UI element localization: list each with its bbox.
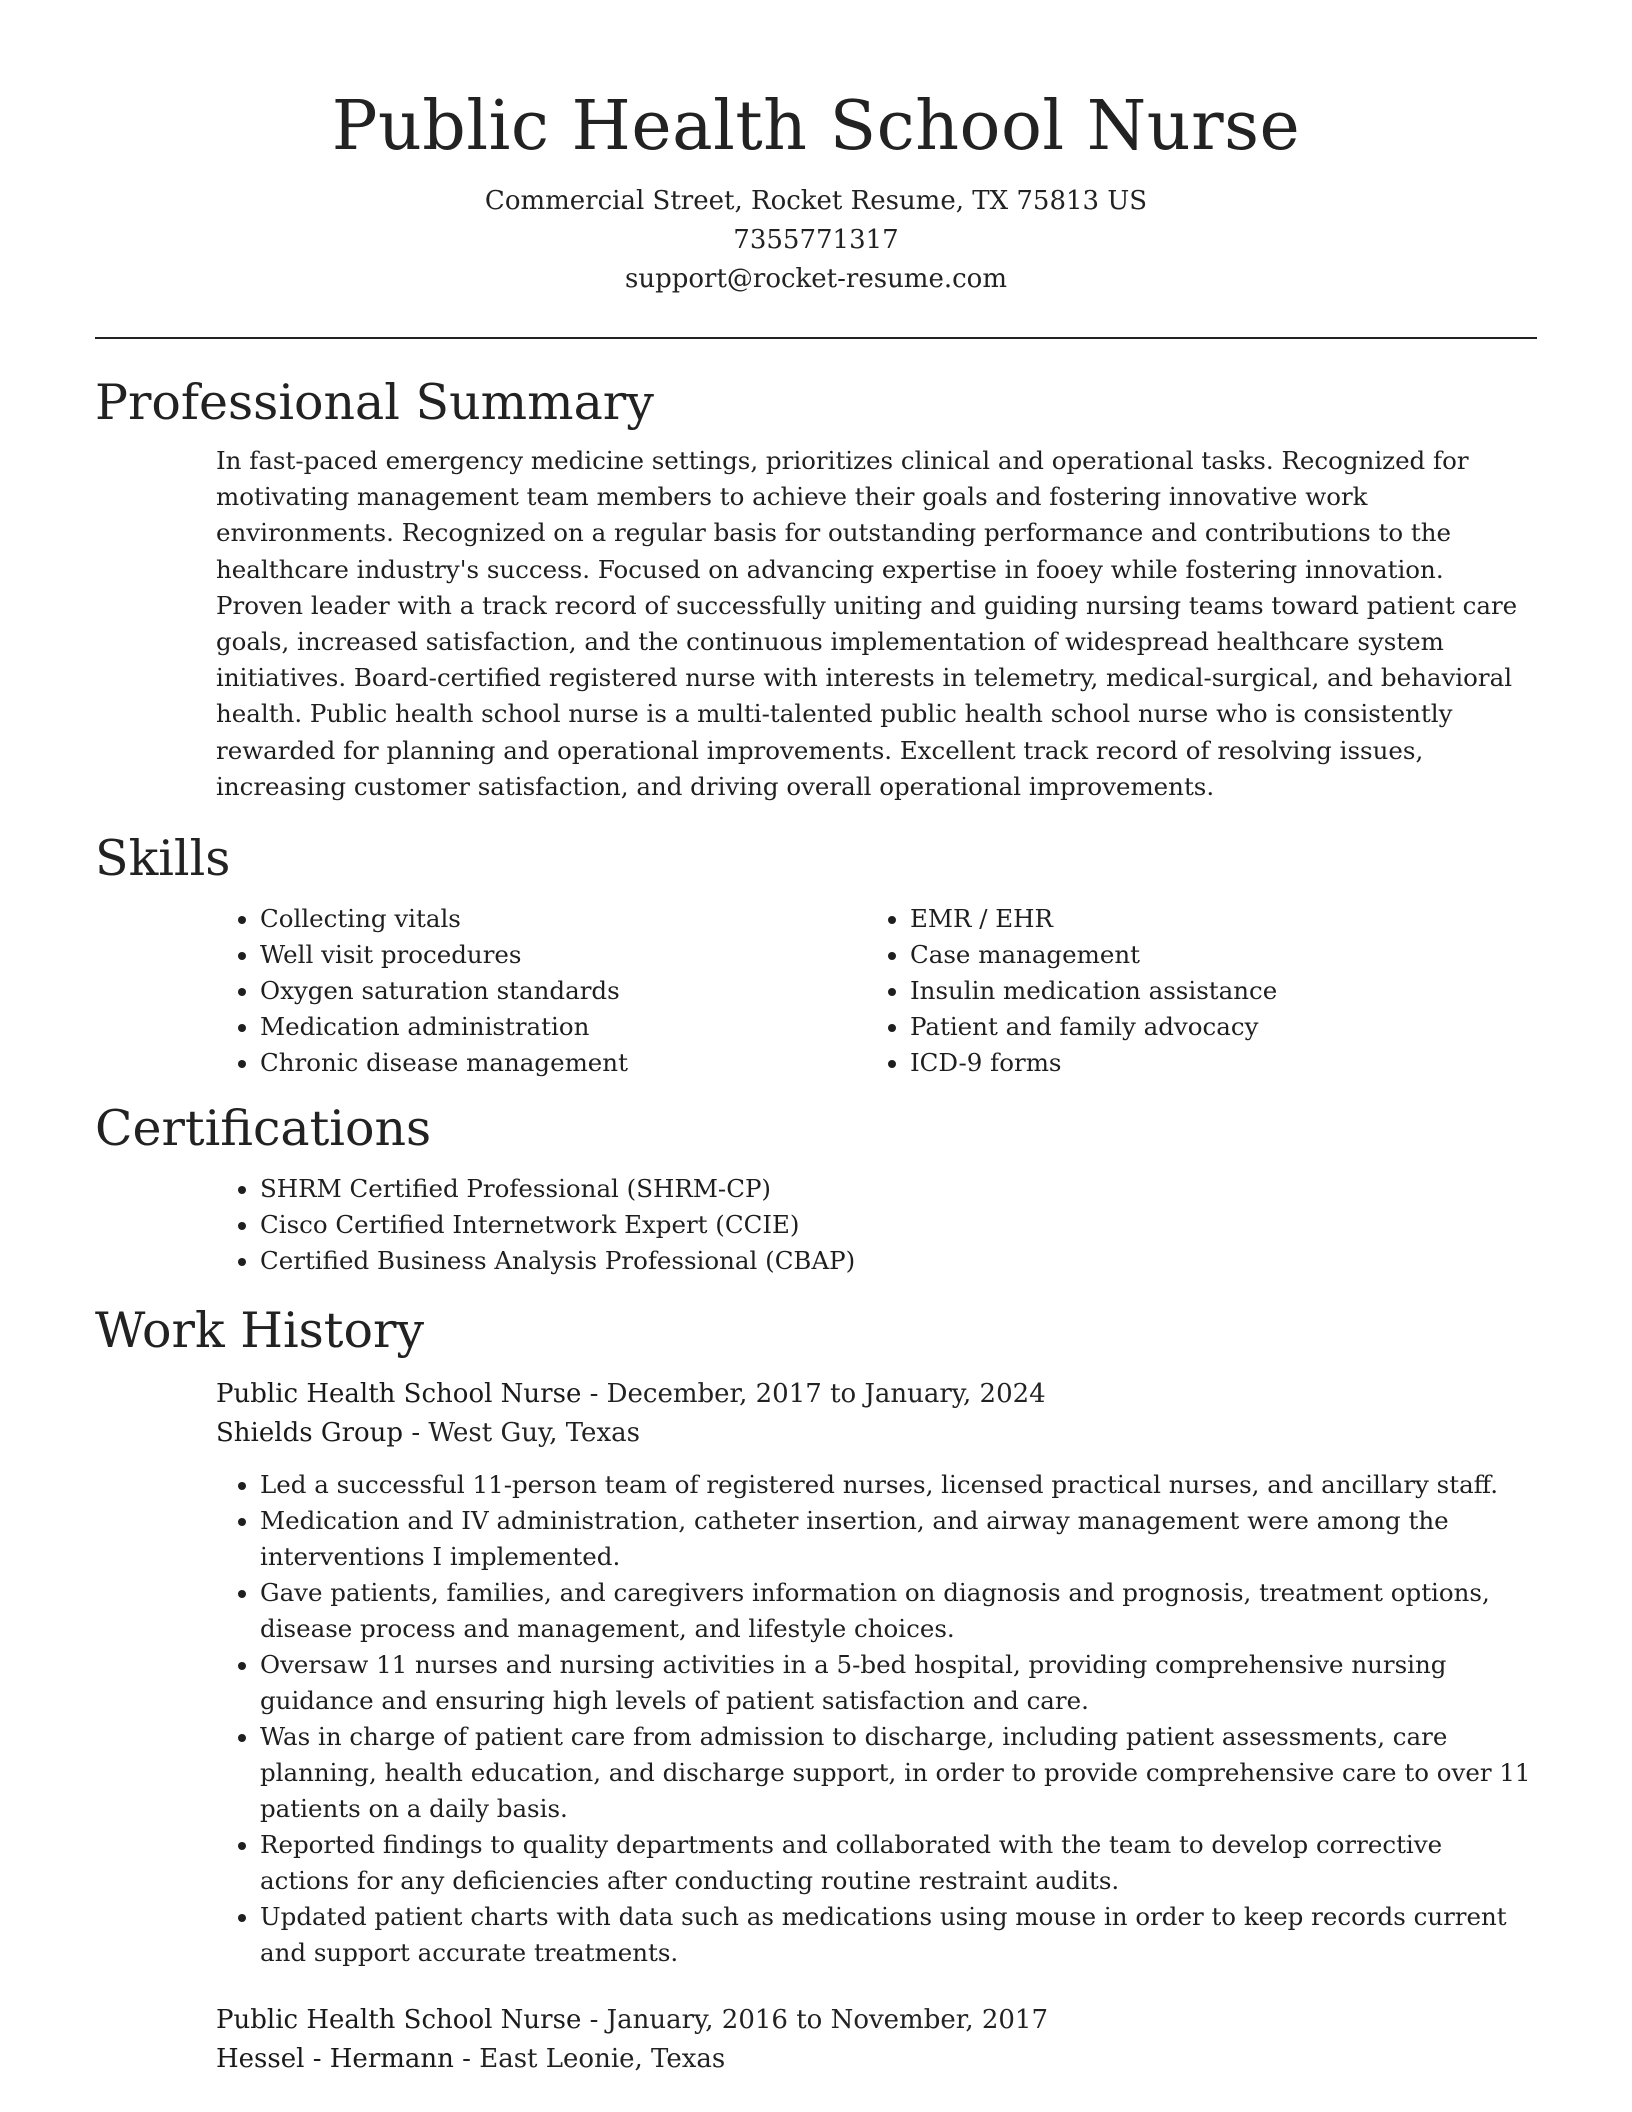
job-dates: January, 2016 to November, 2017: [606, 2005, 1049, 2036]
skill-item: • Insulin medication assistance: [910, 973, 1516, 1009]
skill-item: • Collecting vitals: [260, 901, 866, 937]
summary-heading: Professional Summary: [95, 374, 654, 431]
skills-list: [216, 901, 1537, 1081]
skills-column-left: [216, 901, 866, 1081]
summary-text: In fast-paced emergency medicine settings, prioritizes clinical and operational tasks. Recognized for motivating management team members to achieve their goals and fostering innovative work environments. Recognized on a regular basis for outstanding performance and contributions to the healthcare industry's success. Focused on advancing expertise in fooey while fostering innovation. Proven leader with a track record of successfully uniting and guiding nursing teams toward patient care goals, increased satisfaction, and the continuous implementation of widespread healthcare system initiatives. Board-certified registered nurse with interests in telemetry, medical-surgical, and behavioral health. Public health school nurse is a multi-talented public health school nurse who is consistently rewarded for planning and operational improvements. Excellent track record of resolving issues, increasing customer satisfaction, and driving overall operational improvements.: [216, 446, 1518, 801]
job-entry: [216, 2001, 1537, 2079]
skill-item: • EMR / EHR: [910, 901, 1516, 937]
job-responsibilities: [216, 1467, 1537, 1971]
skill-item: • Patient and family advocacy: [910, 1009, 1516, 1045]
job-role: Public Health School Nurse: [216, 2005, 582, 2036]
responsibility-item: • Gave patients, families, and caregivers information on diagnosis and prognosis, treatment options, disease process and management, and lifestyle choices.: [260, 1575, 1537, 1647]
job-location: West Guy, Texas: [428, 1418, 640, 1449]
job-title-line: [216, 1375, 1537, 1414]
responsibility-item: • Led a successful 11-person team of registered nurses, licensed practical nurses, and ancillary staff.: [260, 1467, 1537, 1503]
certifications-list: [216, 1171, 1537, 1279]
responsibility-item: • Was in charge of patient care from admission to discharge, including patient assessments, care planning, health education, and discharge support, in order to provide comprehensive care to over 11 patients on a daily basis.: [260, 1719, 1537, 1827]
job-company-line: [216, 1414, 1537, 1453]
job-location: East Leonie, Texas: [479, 2044, 726, 2075]
job-company: Shields Group: [216, 1418, 404, 1449]
skill-item: • Medication administration: [260, 1009, 866, 1045]
responsibility-item: • Reported findings to quality departments and collaborated with the team to develop corrective actions for any deficiencies after conducting routine restraint audits.: [260, 1827, 1537, 1899]
certification-item: • SHRM Certified Professional (SHRM-CP): [260, 1171, 1537, 1207]
contact-block: [95, 182, 1537, 299]
skill-item: • Oxygen saturation standards: [260, 973, 866, 1009]
responsibility-item: • Updated patient charts with data such as medications using mouse in order to keep records current and support accurate treatments.: [260, 1899, 1537, 1971]
job-title-line: [216, 2001, 1537, 2040]
job-separator: -: [462, 2044, 480, 2075]
contact-phone: 7355771317: [733, 225, 899, 255]
responsibility-item: • Oversaw 11 nurses and nursing activities in a 5-bed hospital, providing comprehensive nursing guidance and ensuring high levels of patient satisfaction and care.: [260, 1647, 1537, 1719]
job-separator: -: [589, 2005, 607, 2036]
resume-header: [95, 0, 1537, 299]
job-company-line: [216, 2040, 1537, 2079]
job-dates: December, 2017 to January, 2024: [606, 1379, 1046, 1410]
skills-column-right: [866, 901, 1516, 1081]
job-separator: -: [589, 1379, 607, 1410]
job-entry: [216, 1375, 1537, 1971]
job-separator: -: [411, 1418, 429, 1449]
header-divider: [95, 337, 1537, 339]
job-company: Hessel - Hermann: [216, 2044, 454, 2075]
skill-item: • ICD-9 forms: [910, 1045, 1516, 1081]
certifications-heading: Certifications: [95, 1100, 432, 1158]
contact-email: support@rocket-resume.com: [624, 264, 1007, 294]
skills-heading: Skills: [95, 830, 231, 888]
skill-item: • Well visit procedures: [260, 937, 866, 973]
responsibility-item: • Medication and IV administration, catheter insertion, and airway management were among the interventions I implemented.: [260, 1503, 1537, 1575]
contact-address: Commercial Street, Rocket Resume, TX 75813 US: [484, 186, 1148, 216]
job-role: Public Health School Nurse: [216, 1379, 582, 1410]
skill-item: • Chronic disease management: [260, 1045, 866, 1081]
certification-item: • Cisco Certified Internetwork Expert (CCIE): [260, 1207, 1537, 1243]
candidate-name: Public Health School Nurse: [331, 87, 1301, 166]
certification-item: • Certified Business Analysis Professional (CBAP): [260, 1243, 1537, 1279]
skill-item: • Case management: [910, 937, 1516, 973]
work-history-heading: Work History: [95, 1302, 425, 1360]
